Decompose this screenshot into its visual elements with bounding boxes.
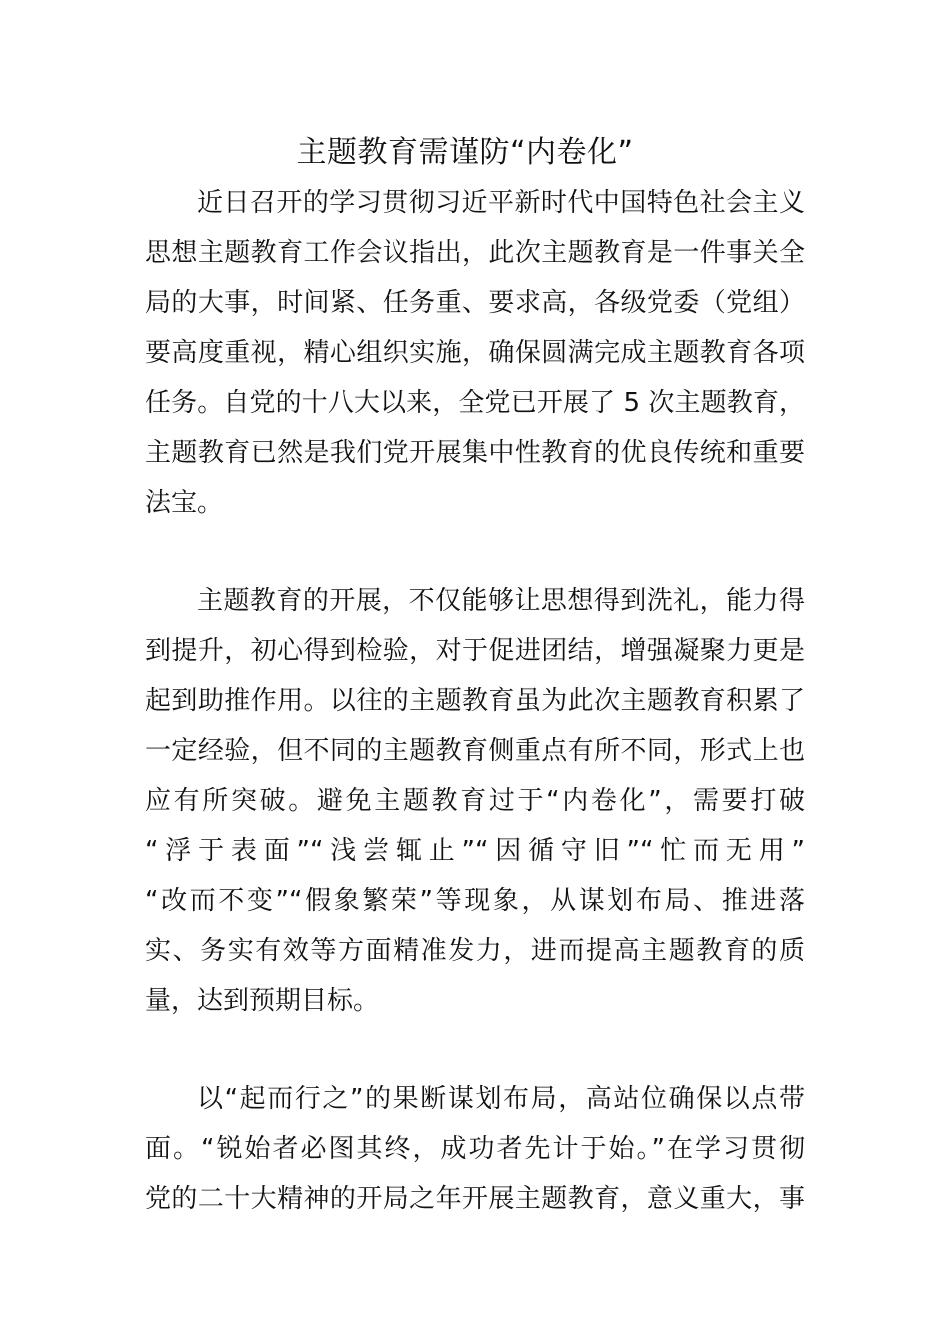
paragraph-line: 思想主题教育工作会议指出，此次主题教育是一件事关全 <box>145 238 805 268</box>
paragraph-line: “改而不变”“假象繁荣”等现象，从谋划布局、推进落 <box>145 886 805 916</box>
paragraph-line: 面。“锐始者必图其终，成功者先计于始。”在学习贯彻 <box>145 1134 805 1164</box>
paragraph-line: 量，达到预期目标。 <box>145 986 380 1016</box>
paragraph-line: 法宝。 <box>145 488 224 518</box>
paragraph-line: 主题教育已然是我们党开展集中性教育的优良传统和重要 <box>145 438 805 468</box>
paragraph-line: “浮于表面”“浅尝辄止”“因循守旧”“忙而无用” <box>145 836 805 866</box>
paragraph-line: 实、务实有效等方面精准发力，进而提高主题教育的质 <box>145 936 805 966</box>
paragraph-line: 局的大事，时间紧、任务重、要求高，各级党委（党组） <box>145 288 805 318</box>
paragraph-line: 党的二十大精神的开局之年开展主题教育，意义重大，事 <box>145 1184 805 1214</box>
paragraph-line: 到提升，初心得到检验，对于促进团结，增强凝聚力更是 <box>145 636 805 666</box>
paragraph-line: 一定经验，但不同的主题教育侧重点有所不同，形式上也 <box>145 736 805 766</box>
document-title: 主题教育需谨防“内卷化” <box>296 135 634 170</box>
paragraph-line: 任务。自党的十八大以来，全党已开展了 5 次主题教育， <box>145 388 805 418</box>
paragraph-line: 起到助推作用。以往的主题教育虽为此次主题教育积累了 <box>145 686 805 716</box>
paragraph-line: 应有所突破。避免主题教育过于“内卷化”，需要打破 <box>145 786 805 816</box>
paragraph-line: 以“起而行之”的果断谋划布局，高站位确保以点带 <box>197 1084 805 1114</box>
paragraph-line: 近日召开的学习贯彻习近平新时代中国特色社会主义 <box>197 188 805 218</box>
paragraph-line: 要高度重视，精心组织实施，确保圆满完成主题教育各项 <box>145 338 805 368</box>
paragraph-line: 主题教育的开展，不仅能够让思想得到洗礼，能力得 <box>197 586 805 616</box>
